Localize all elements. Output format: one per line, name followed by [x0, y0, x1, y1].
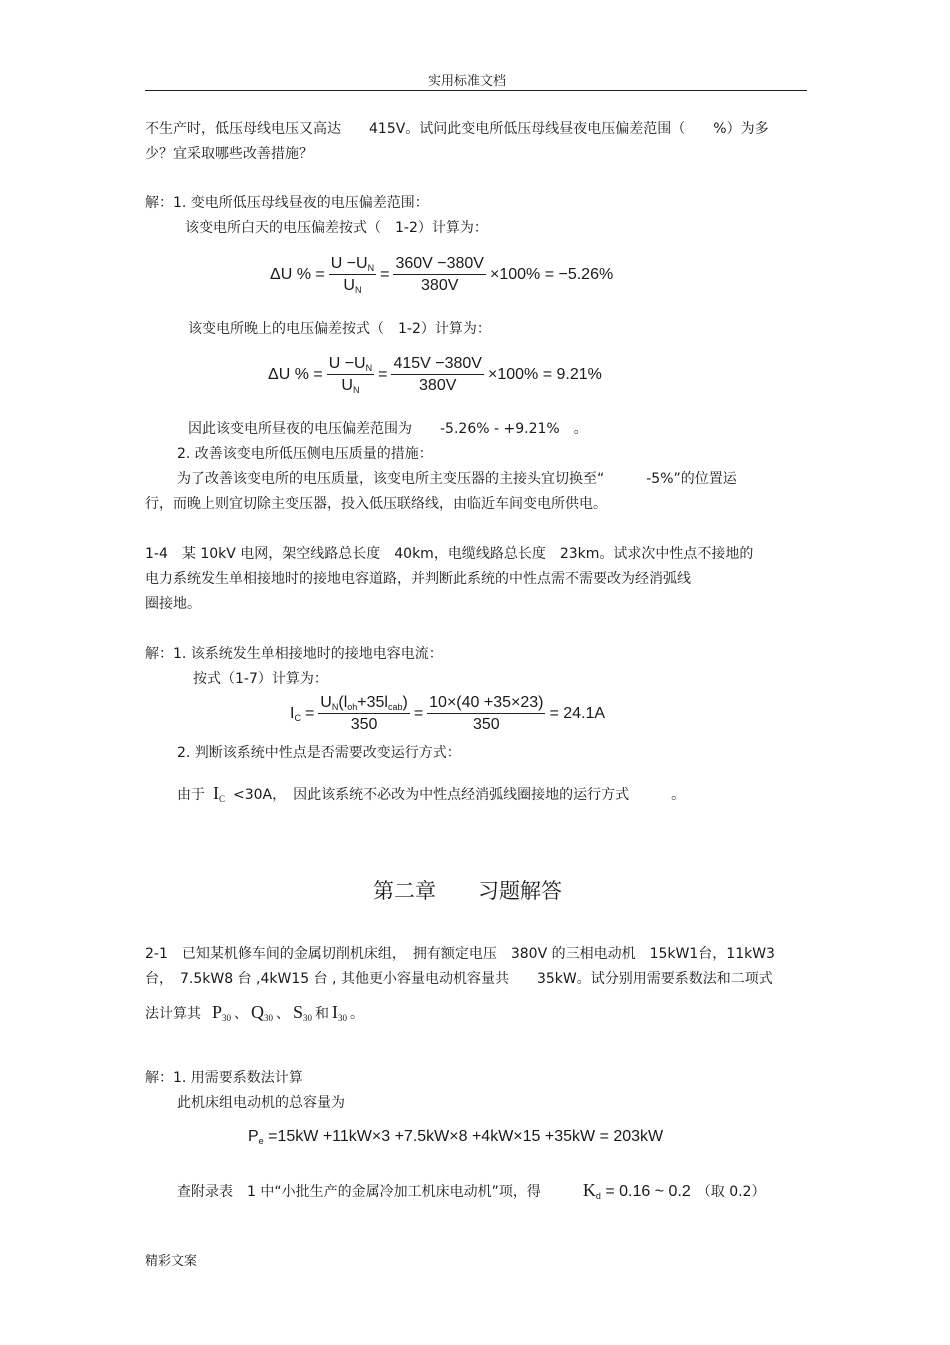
- solution-heading: 解：1. 该系统发生单相接地时的接地电容电流：: [145, 646, 443, 662]
- eq-subscript: 30: [338, 1013, 348, 1023]
- kd-range: = 0.16 ~ 0.2: [605, 1183, 691, 1200]
- eq-subscript: oh: [347, 702, 358, 712]
- page-footer: 精彩文案: [145, 1254, 198, 1269]
- eq-lhs: ΔU % =: [270, 266, 325, 283]
- solution-text: 行，而晚上则宜切除主变压器，投入低压联络线，由临近车间变电所供电。: [145, 496, 607, 512]
- eq-lhs-symbol: I: [290, 705, 295, 722]
- eq-numerator-text: U: [320, 694, 332, 711]
- eq-equals: =: [304, 705, 315, 722]
- solution-text: 按式（1-7）计算为：: [193, 671, 328, 687]
- eq-subscript: d: [595, 1191, 601, 1201]
- problem-text-line: 圈接地。: [145, 596, 201, 612]
- solution-heading: 2. 判断该系统中性点是否需要改变运行方式：: [177, 745, 461, 761]
- problem-text-line: 2-1 已知某机修车间的金属切削机床组， 拥有额定电压 380V 的三相电动机 15kW1台，11kW3: [145, 946, 775, 962]
- eq-subscript: N: [365, 363, 373, 373]
- eq-numerator-text: U −U: [330, 255, 368, 272]
- symbol-q30: [251, 1003, 273, 1027]
- equation-voltage-deviation-night: [268, 355, 602, 395]
- eq-subscript: C: [219, 794, 226, 804]
- solution-text: 因此该变电所昼夜的电压偏差范围为 -5.26% - +9.21% 。: [188, 421, 588, 437]
- solution-heading: 解：1. 用需要系数法计算: [145, 1070, 303, 1086]
- problem-text-line: [145, 1003, 364, 1027]
- conjunction: 和: [315, 1006, 330, 1022]
- eq-denominator: 380V: [419, 377, 457, 394]
- eq-denominator-text: U: [341, 377, 353, 394]
- equation-voltage-deviation-day: [270, 255, 613, 295]
- eq-subscript: 30: [222, 1013, 232, 1023]
- eq-numerator-text: U −U: [328, 355, 366, 372]
- problem-text-line: 台， 7.5kW8 台 ,4kW15 台 , 其他更小容量电动机容量共 35kW。试分别用需要系数法和二项式: [145, 971, 773, 987]
- eq-rhs: =15kW +11kW×3 +7.5kW×8 +4kW×15 +35kW = 203kW: [268, 1128, 664, 1145]
- eq-fraction: [391, 355, 484, 395]
- eq-subscript: e: [258, 1136, 264, 1146]
- eq-rhs: = 24.1A: [549, 705, 606, 722]
- eq-rhs: ×100% = 9.21%: [487, 366, 602, 383]
- eq-denominator: [329, 275, 376, 295]
- eq-denominator-text: U: [343, 277, 355, 294]
- eq-numerator-text: ): [402, 694, 408, 711]
- eq-numerator: 415V −380V: [391, 355, 484, 375]
- eq-rhs: ×100% = −5.26%: [489, 266, 614, 283]
- symbol-i30: [332, 1003, 347, 1027]
- eq-subscript: 30: [303, 1013, 313, 1023]
- period: 。: [350, 1006, 365, 1022]
- eq-fraction: [427, 694, 545, 734]
- solution-text: 该变电所晚上的电压偏差按式（ 1-2）计算为：: [188, 321, 491, 337]
- solution-heading: 2. 改善该变电所低压侧电压质量的措施：: [177, 446, 433, 462]
- conclusion-text: 由于: [177, 787, 205, 803]
- eq-subscript: cab: [387, 702, 403, 712]
- eq-lhs: ΔU % =: [268, 366, 323, 383]
- eq-numerator: 10×(40 +35×23): [427, 694, 545, 714]
- solution-text-kd: [177, 1181, 765, 1205]
- solution-text: 此机床组电动机的总容量为: [177, 1095, 345, 1111]
- eq-subscript: N: [352, 385, 360, 395]
- separator: 、: [276, 1006, 291, 1022]
- eq-denominator: 350: [472, 716, 500, 733]
- eq-subscript: N: [331, 702, 339, 712]
- eq-equals: =: [378, 366, 388, 383]
- eq-numerator-text: (l: [338, 694, 348, 711]
- eq-equals: =: [380, 266, 390, 283]
- eq-fraction: [327, 355, 374, 395]
- kd-expression: [583, 1181, 691, 1205]
- eq-numerator: [329, 255, 376, 275]
- current-symbol: [213, 784, 225, 808]
- eq-denominator: [327, 375, 374, 395]
- problem-text-line: 电力系统发生单相接地时的接地电容道路，并判断此系统的中性点需不需要改为经消弧线: [145, 571, 691, 587]
- eq-denominator: 350: [350, 716, 378, 733]
- symbol-p30: [212, 1003, 231, 1027]
- eq-subscript: 30: [264, 1013, 274, 1023]
- eq-lhs-symbol: P: [248, 1128, 259, 1145]
- solution-heading: 解：1. 变电所低压母线昼夜的电压偏差范围：: [145, 195, 429, 211]
- problem-text: 法计算其: [145, 1006, 201, 1022]
- eq-fraction: [318, 694, 410, 734]
- symbol-letter: I: [332, 1002, 339, 1022]
- equation-total-capacity: [248, 1128, 663, 1146]
- eq-numerator-text: +35l: [357, 694, 388, 711]
- symbol-letter: S: [293, 1002, 304, 1022]
- symbol-letter: Q: [251, 1002, 265, 1022]
- eq-denominator: 380V: [421, 277, 459, 294]
- solution-conclusion: [177, 784, 685, 808]
- solution-text: 为了改善该变电所的电压质量，该变电所主变压器的主接头宜切换至“ -5%”的位置运: [177, 471, 737, 487]
- eq-numerator: [318, 694, 410, 714]
- eq-numerator: 360V −380V: [393, 255, 486, 275]
- eq-fraction: [393, 255, 486, 295]
- eq-equals: =: [413, 705, 424, 722]
- symbol-letter: P: [212, 1002, 223, 1022]
- eq-subscript: N: [367, 263, 375, 273]
- separator: 、: [234, 1006, 249, 1022]
- eq-subscript: C: [294, 713, 301, 723]
- equation-capacitive-current: [290, 694, 605, 734]
- header-rule: [145, 90, 807, 91]
- chapter-title: 第二章 习题解答: [373, 879, 562, 903]
- kd-note: （取 0.2）: [696, 1184, 766, 1200]
- eq-subscript: N: [354, 285, 362, 295]
- solution-text: 该变电所白天的电压偏差按式（ 1-2）计算为：: [185, 220, 488, 236]
- eq-lhs: [248, 1128, 264, 1145]
- current-symbol-letter: I: [213, 783, 219, 803]
- page-header: 实用标准文档: [428, 74, 507, 89]
- conclusion-text: <30A， 因此该系统不必改为中性点经消弧线圈接地的运行方式 。: [233, 787, 686, 803]
- problem-text-line: 1-4 某 10kV 电网，架空线路总长度 40km，电缆线路总长度 23km。试求次中性点不接地的: [145, 546, 754, 562]
- solution-text: 查附录表 1 中“小批生产的金属冷加工机床电动机”项，得: [177, 1184, 541, 1200]
- eq-lhs: [290, 705, 301, 723]
- problem-text-line: 不生产时，低压母线电压又高达 415V。试问此变电所低压母线昼夜电压偏差范围（ %）为多: [145, 121, 769, 137]
- kd-symbol: K: [582, 1180, 596, 1200]
- eq-numerator: [327, 355, 374, 375]
- symbol-s30: [293, 1003, 312, 1027]
- eq-fraction: [329, 255, 376, 295]
- problem-text-line: 少？宜采取哪些改善措施？: [145, 146, 313, 162]
